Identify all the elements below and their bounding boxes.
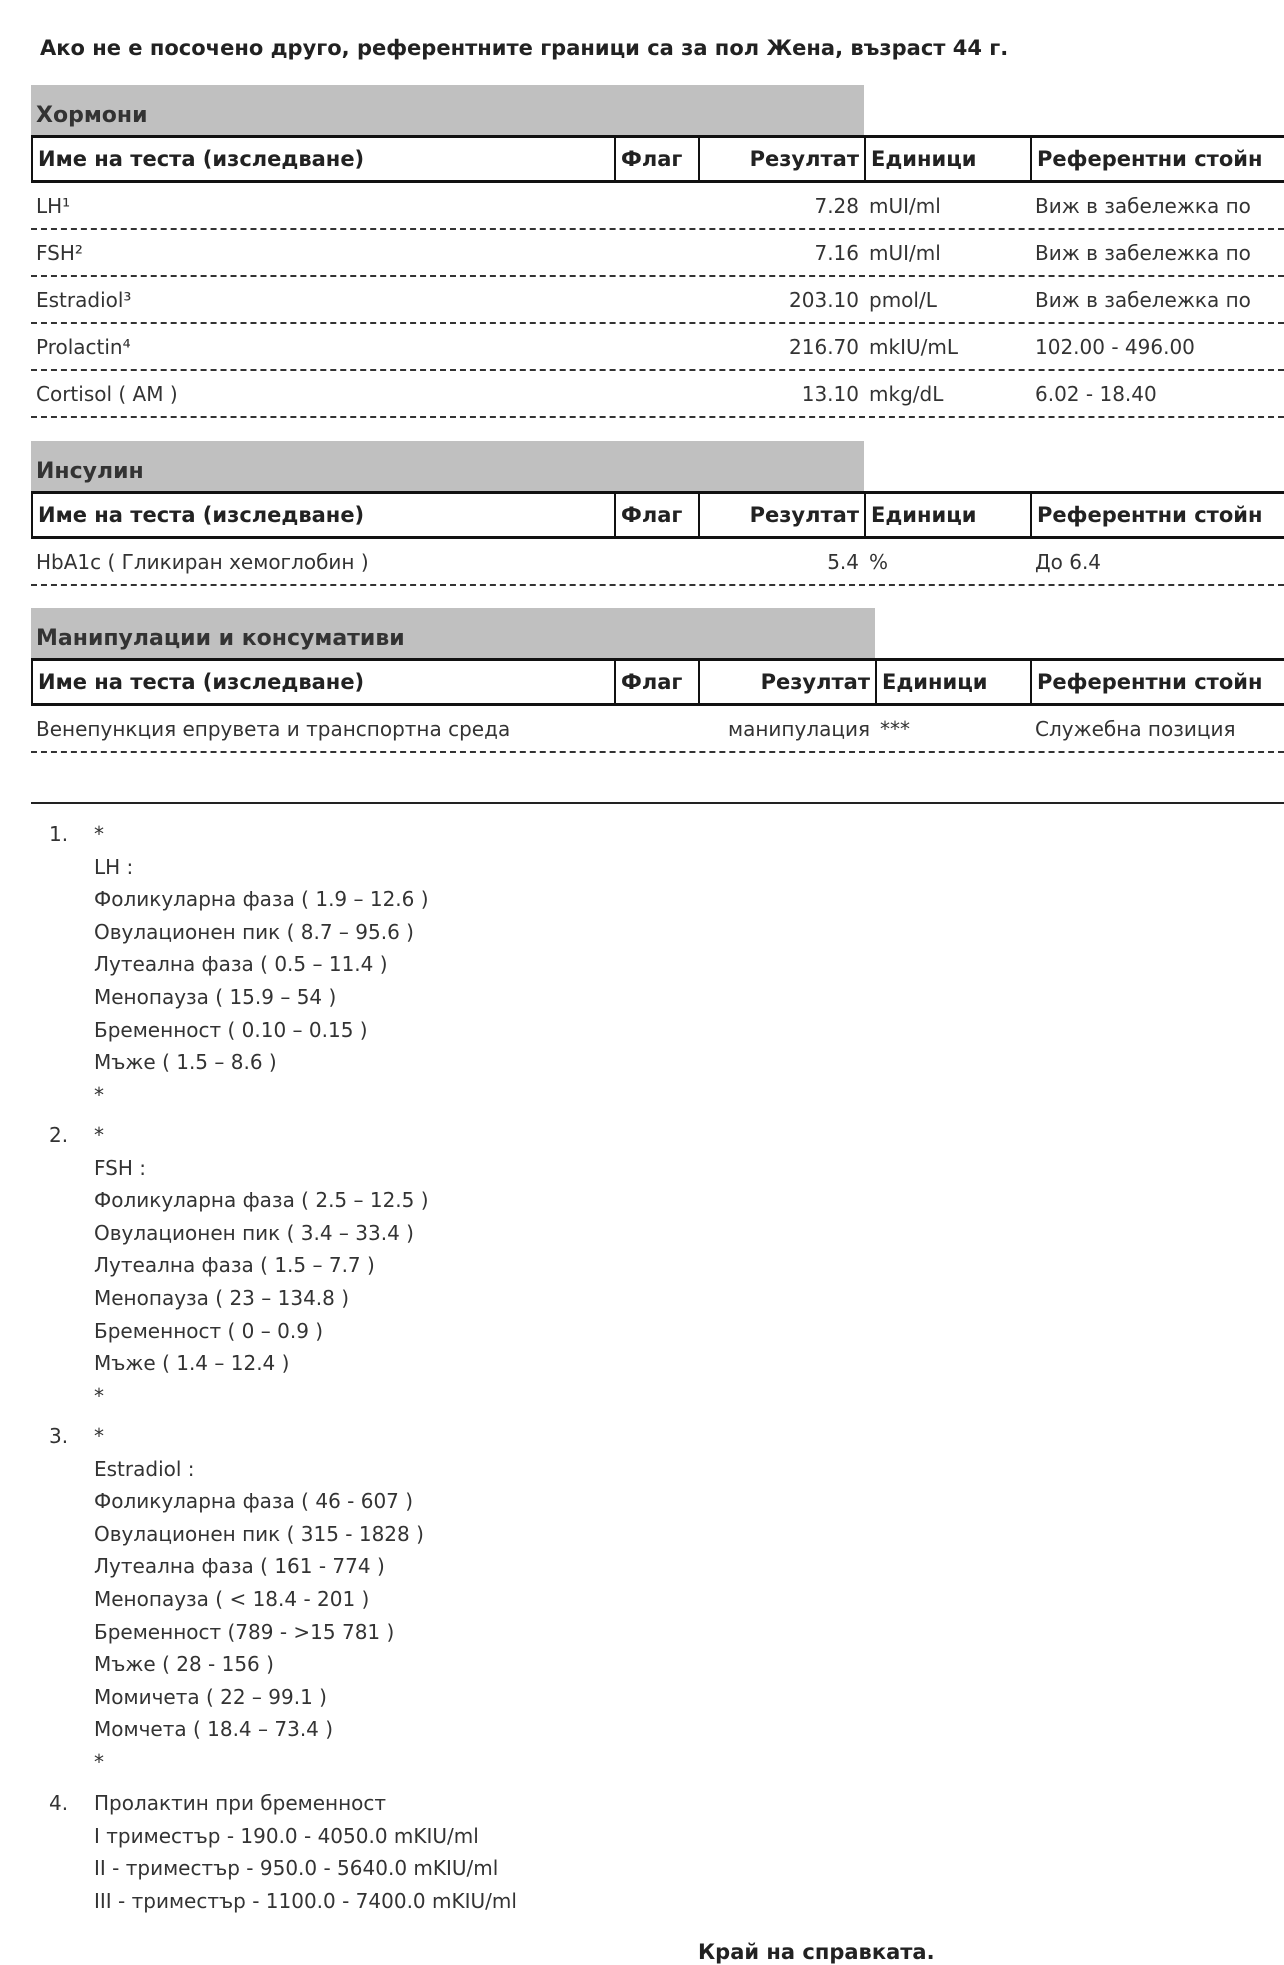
footnote-line: Момичета ( 22 – 99.1 ) <box>94 1684 327 1709</box>
cell-name: FSH² <box>36 240 83 265</box>
cell-result: 5.4 <box>827 549 859 574</box>
cell-result: 13.10 <box>801 381 859 406</box>
footnote-line: Менопауза ( 23 – 134.8 ) <box>94 1285 350 1310</box>
table-header <box>31 491 1284 539</box>
footnote-line: LH : <box>94 854 134 879</box>
cell-units: mkIU/mL <box>869 334 958 359</box>
footnote-line: Бременност ( 0.10 – 0.15 ) <box>94 1017 368 1042</box>
footnote-line: Менопауза ( 15.9 – 54 ) <box>94 984 337 1009</box>
cell-ref: Виж в забележка по <box>1035 193 1251 218</box>
cell-units: mUI/ml <box>869 193 941 218</box>
table-header <box>31 135 1284 183</box>
footnote-number: 2. <box>49 1123 69 1147</box>
cell-flag <box>614 183 698 228</box>
cell-units: *** <box>880 716 910 741</box>
footnote-line: III - триместър - 1100.0 - 7400.0 mKIU/ml <box>94 1888 517 1913</box>
table-row <box>31 277 1284 324</box>
footnote-line: Мъже ( 28 - 156 ) <box>94 1652 274 1677</box>
cell-ref: Служебна позиция <box>1035 716 1236 741</box>
column-header-flag: Флаг <box>614 661 698 703</box>
table-row <box>31 539 1284 586</box>
footnote-line: Лутеална фаза ( 1.5 – 7.7 ) <box>94 1253 375 1278</box>
column-header-units: Единици <box>875 661 1030 703</box>
footnote-line: Estradiol : <box>94 1456 195 1481</box>
column-header-flag: Флаг <box>614 494 698 536</box>
footnote-line: * <box>94 1424 104 1448</box>
cell-ref: Виж в забележка по <box>1035 287 1251 312</box>
end-of-report: Край на справката. <box>698 1940 935 1964</box>
section-title: Инсулин <box>31 441 864 491</box>
footnote-line: * <box>94 1123 104 1147</box>
cell-flag <box>614 277 698 322</box>
table-row <box>31 230 1284 277</box>
column-header-flag: Флаг <box>614 138 698 180</box>
cell-ref: До 6.4 <box>1035 549 1102 574</box>
column-header-ref: Референтни стойн <box>1030 138 1284 180</box>
cell-name: LH¹ <box>36 193 71 218</box>
table-header <box>31 658 1284 706</box>
cell-units: % <box>869 549 889 574</box>
footnote-line: Лутеална фаза ( 0.5 – 11.4 ) <box>94 952 388 977</box>
footnote-line: * <box>94 1082 104 1107</box>
cell-name: Prolactin⁴ <box>36 334 131 359</box>
footnote-line: * <box>94 1383 104 1408</box>
cell-name: HbA1c ( Гликиран хемоглобин ) <box>36 549 369 574</box>
footnote-line: * <box>94 1749 104 1774</box>
cell-flag <box>614 706 698 751</box>
cell-flag <box>614 371 698 416</box>
cell-units: pmol/L <box>869 287 937 312</box>
column-header-name: Име на теста (изследване) <box>31 661 614 703</box>
footnote-line: Бременност ( 0 – 0.9 ) <box>94 1318 324 1343</box>
cell-name: Estradiol³ <box>36 287 132 312</box>
column-header-result: Резултат <box>698 138 864 180</box>
cell-flag <box>614 230 698 275</box>
table-row <box>31 183 1284 230</box>
footnote-line: Пролактин при бременност <box>94 1791 387 1815</box>
column-header-ref: Референтни стойн <box>1030 494 1284 536</box>
cell-units: mkg/dL <box>869 381 944 406</box>
column-header-result: Резултат <box>698 494 864 536</box>
footnote-line: Овулационен пик ( 3.4 – 33.4 ) <box>94 1220 414 1245</box>
column-header-units: Единици <box>864 138 1030 180</box>
footnote-line: Момчета ( 18.4 – 73.4 ) <box>94 1717 334 1742</box>
column-header-name: Име на теста (изследване) <box>31 138 614 180</box>
footnote-line: Фоликуларна фаза ( 2.5 – 12.5 ) <box>94 1188 429 1213</box>
footnote-line: I триместър - 190.0 - 4050.0 mKIU/ml <box>94 1823 479 1848</box>
footnote-line: Менопауза ( < 18.4 - 201 ) <box>94 1586 370 1611</box>
footnote-line: Мъже ( 1.5 – 8.6 ) <box>94 1050 277 1075</box>
footnote-line: Лутеална фаза ( 161 - 774 ) <box>94 1554 385 1579</box>
cell-result: 203.10 <box>789 287 859 312</box>
cell-flag <box>614 324 698 369</box>
table-row <box>31 324 1284 371</box>
footnote-number: 3. <box>49 1424 69 1448</box>
divider <box>31 802 1284 804</box>
footnote-line: Фоликуларна фаза ( 46 - 607 ) <box>94 1489 414 1514</box>
cell-result: 7.28 <box>814 193 859 218</box>
cell-name: Венепункция епрувета и транспортна среда <box>36 716 511 741</box>
footnote-line: Овулационен пик ( 315 - 1828 ) <box>94 1521 424 1546</box>
footnote-line: Овулационен пик ( 8.7 – 95.6 ) <box>94 919 414 944</box>
table-row <box>31 706 1284 753</box>
footnote-number: 4. <box>49 1791 69 1815</box>
column-header-units: Единици <box>864 494 1030 536</box>
footnote-line: Фоликуларна фаза ( 1.9 – 12.6 ) <box>94 887 429 912</box>
cell-name: Cortisol ( AM ) <box>36 381 178 406</box>
column-header-ref: Референтни стойн <box>1030 661 1284 703</box>
footnote-line: Мъже ( 1.4 – 12.4 ) <box>94 1351 290 1376</box>
cell-ref: Виж в забележка по <box>1035 240 1251 265</box>
footnote-number: 1. <box>49 822 69 846</box>
cell-ref: 6.02 - 18.40 <box>1035 381 1157 406</box>
cell-result: 7.16 <box>814 240 859 265</box>
cell-ref: 102.00 - 496.00 <box>1035 334 1195 359</box>
column-header-result: Резултат <box>698 661 875 703</box>
section-title: Манипулации и консумативи <box>31 608 875 658</box>
column-header-name: Име на теста (изследване) <box>31 494 614 536</box>
footnote-line: * <box>94 822 104 846</box>
cell-flag <box>614 539 698 584</box>
cell-result: манипулация <box>727 716 870 741</box>
footnote-line: Бременност (789 - >15 781 ) <box>94 1619 395 1644</box>
table-row <box>31 371 1284 418</box>
footnote-line: FSH : <box>94 1155 146 1180</box>
report-header-note: Ако не е посочено друго, референтните граници са за пол Жена, възраст 44 г. <box>40 36 1009 60</box>
cell-result: 216.70 <box>789 334 859 359</box>
footnote-line: II - триместър - 950.0 - 5640.0 mKIU/ml <box>94 1856 499 1881</box>
section-title: Хормони <box>31 85 864 135</box>
cell-units: mUI/ml <box>869 240 941 265</box>
